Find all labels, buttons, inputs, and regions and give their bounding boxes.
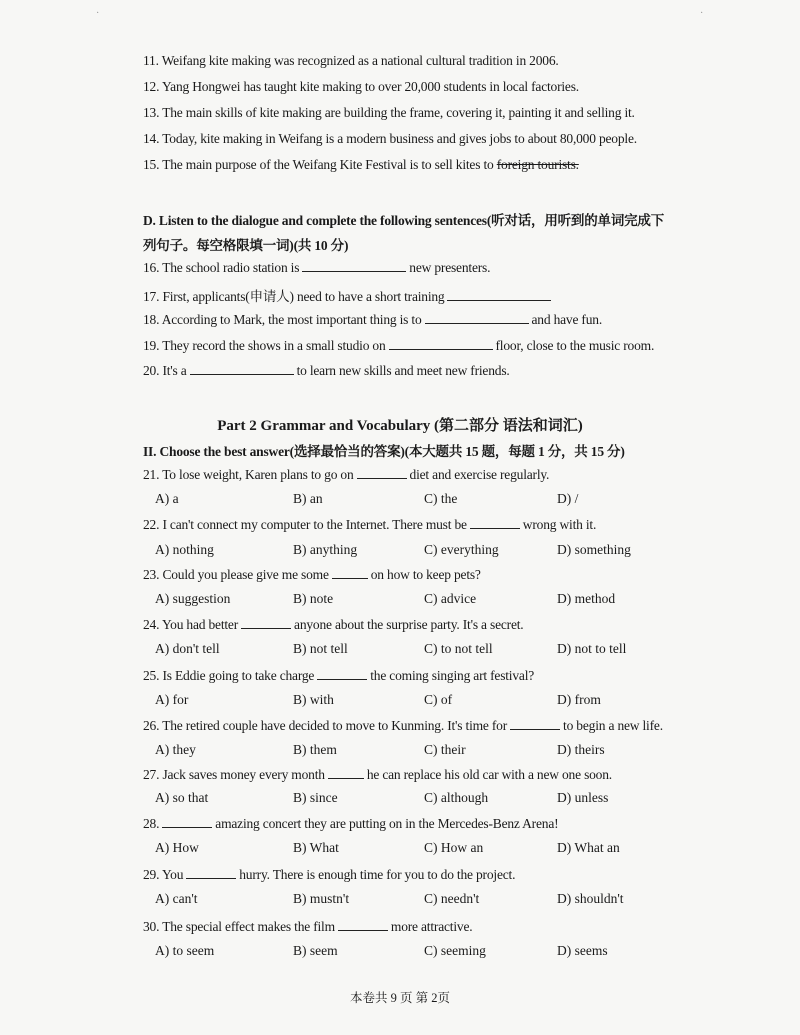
answer-blank[interactable]: [510, 717, 560, 730]
question-25: 25. Is Eddie going to take charge the coming singing art festival?: [143, 668, 535, 683]
option-c[interactable]: C) to not tell: [424, 641, 493, 656]
section-d-heading: D. Listen to the dialogue and complete the following sentences(听对话，用听到的单词完成下: [143, 213, 665, 228]
option-a[interactable]: A) How: [155, 840, 199, 855]
option-d[interactable]: D) unless: [557, 790, 609, 805]
section-ii-heading: II. Choose the best answer(选择最恰当的答案)(本大题共 15 题，每题 1 分，共 15 分): [143, 444, 625, 459]
answer-blank[interactable]: [332, 566, 368, 579]
option-c[interactable]: C) everything: [424, 542, 499, 557]
question-30: 30. The special effect makes the film more attractive.: [143, 919, 473, 934]
answer-blank[interactable]: [302, 259, 406, 272]
answer-blank[interactable]: [357, 466, 407, 479]
option-d[interactable]: D) shouldn't: [557, 891, 624, 906]
option-b[interactable]: B) What: [293, 840, 339, 855]
question-23: 23. Could you please give me some on how to keep pets?: [143, 567, 481, 582]
fill-item-20: 20. It's a to learn new skills and meet new friends.: [143, 363, 510, 378]
fill-item-18: 18. According to Mark, the most important thing is to and have fun.: [143, 312, 602, 327]
option-c[interactable]: C) How an: [424, 840, 484, 855]
option-c[interactable]: C) seeming: [424, 943, 486, 958]
option-d[interactable]: D) not to tell: [557, 641, 627, 656]
option-a[interactable]: A) to seem: [155, 943, 215, 958]
option-c[interactable]: C) the: [424, 491, 458, 506]
answer-blank[interactable]: [447, 288, 551, 301]
option-b[interactable]: B) an: [293, 491, 323, 506]
question-24: 24. You had better anyone about the surprise party. It's a secret.: [143, 617, 524, 632]
option-d[interactable]: D) What an: [557, 840, 620, 855]
option-b[interactable]: B) with: [293, 692, 334, 707]
fill-item-17: 17. First, applicants(申请人) need to have a short training: [143, 285, 554, 305]
page-footer: 本卷共 9 页 第 2页: [349, 991, 450, 1005]
answer-blank[interactable]: [389, 337, 493, 350]
answer-blank[interactable]: [425, 311, 529, 324]
option-a[interactable]: A) nothing: [155, 542, 214, 557]
statement-13: 13. The main skills of kite making are building the frame, covering it, painting it and selling it.: [143, 105, 635, 120]
question-28: 28. amazing concert they are putting on in the Mercedes-Benz Arena!: [143, 816, 559, 831]
option-b[interactable]: B) anything: [293, 542, 358, 557]
option-a[interactable]: A) don't tell: [155, 641, 220, 656]
option-d[interactable]: D) method: [557, 591, 616, 606]
fill-item-19: 19. They record the shows in a small studio on floor, close to the music room.: [143, 338, 655, 353]
option-b[interactable]: B) them: [293, 742, 337, 757]
answer-blank[interactable]: [317, 667, 367, 680]
option-c[interactable]: C) needn't: [424, 891, 480, 906]
section-d-heading-cont: 列句子。每空格限填一词)(共 10 分): [143, 238, 349, 253]
scan-mark: ·: [96, 8, 100, 19]
option-b[interactable]: B) note: [293, 591, 334, 606]
statement-14: 14. Today, kite making in Weifang is a modern business and gives jobs to about 80,000 people.: [143, 131, 637, 146]
answer-blank[interactable]: [470, 516, 520, 529]
option-d[interactable]: D) something: [557, 542, 631, 557]
option-c[interactable]: C) their: [424, 742, 466, 757]
fill-item-16: 16. The school radio station is new presenters.: [143, 260, 491, 275]
statement-11: 11. Weifang kite making was recognized as a national cultural tradition in 2006.: [143, 53, 559, 68]
option-b[interactable]: B) seem: [293, 943, 338, 958]
option-a[interactable]: A) so that: [155, 790, 209, 805]
answer-blank[interactable]: [162, 815, 212, 828]
statement-15: 15. The main purpose of the Weifang Kite Festival is to sell kites to foreign tourists.: [143, 157, 579, 172]
option-a[interactable]: A) for: [155, 692, 189, 707]
option-a[interactable]: A) a: [155, 491, 179, 506]
answer-blank[interactable]: [186, 866, 236, 879]
question-26: 26. The retired couple have decided to move to Kunming. It's time for to begin a new life.: [143, 718, 663, 733]
option-b[interactable]: B) mustn't: [293, 891, 350, 906]
option-c[interactable]: C) of: [424, 692, 453, 707]
option-c[interactable]: C) although: [424, 790, 489, 805]
question-27: 27. Jack saves money every month he can replace his old car with a new one soon.: [143, 767, 612, 782]
statement-12: 12. Yang Hongwei has taught kite making to over 20,000 students in local factories.: [143, 79, 579, 94]
option-b[interactable]: B) not tell: [293, 641, 348, 656]
option-b[interactable]: B) since: [293, 790, 338, 805]
question-29: 29. You hurry. There is enough time for you to do the project.: [143, 867, 516, 882]
option-d[interactable]: D) theirs: [557, 742, 605, 757]
option-c[interactable]: C) advice: [424, 591, 477, 606]
part-title: Part 2 Grammar and Vocabulary (第二部分 语法和词汇): [217, 418, 583, 434]
option-d[interactable]: D) seems: [557, 943, 608, 958]
question-21: 21. To lose weight, Karen plans to go on diet and exercise regularly.: [143, 467, 550, 482]
option-a[interactable]: A) can't: [155, 891, 198, 906]
question-22: 22. I can't connect my computer to the Internet. There must be wrong with it.: [143, 517, 597, 532]
option-a[interactable]: A) suggestion: [155, 591, 231, 606]
answer-blank[interactable]: [328, 766, 364, 779]
option-d[interactable]: D) /: [557, 491, 579, 506]
option-a[interactable]: A) they: [155, 742, 196, 757]
answer-blank[interactable]: [338, 918, 388, 931]
option-d[interactable]: D) from: [557, 692, 601, 707]
scan-mark: ·: [700, 8, 704, 19]
answer-blank[interactable]: [190, 362, 294, 375]
struck-text: foreign tourists.: [496, 157, 579, 172]
answer-blank[interactable]: [241, 616, 291, 629]
